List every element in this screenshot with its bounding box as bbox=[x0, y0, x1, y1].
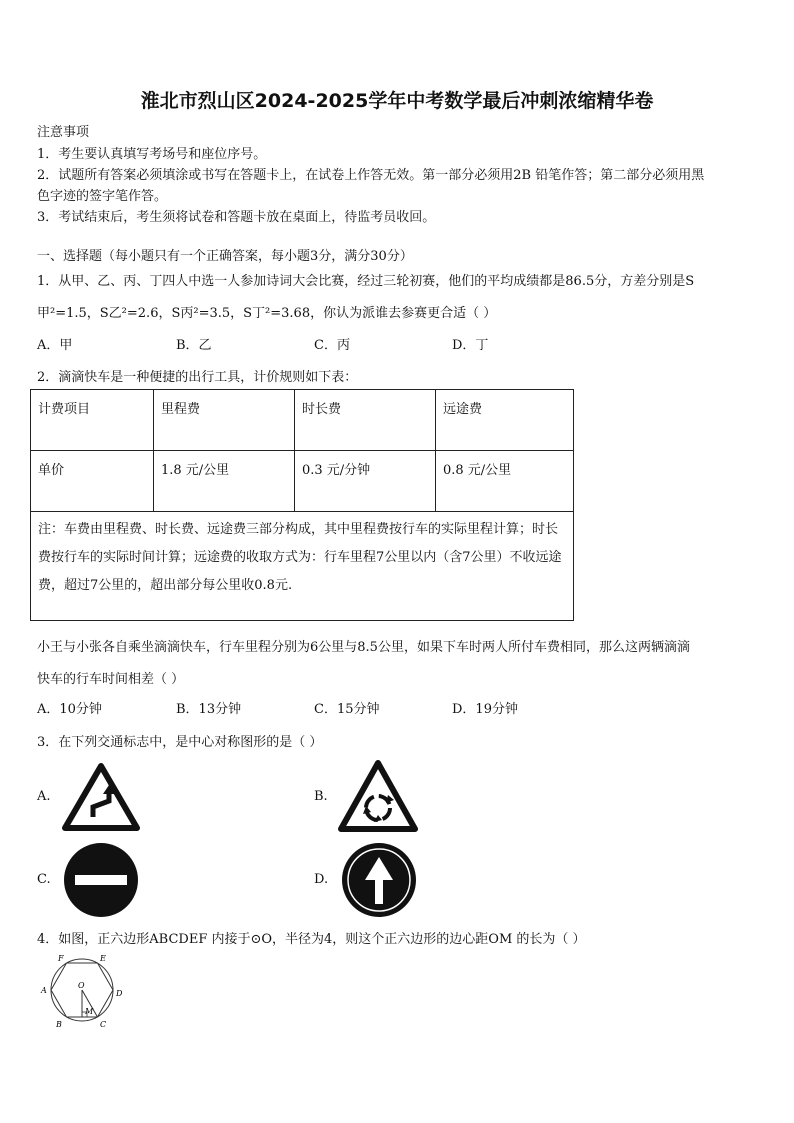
q1-option-d: D．丁 bbox=[452, 338, 489, 353]
table-header-cell: 计费项目 bbox=[31, 390, 154, 451]
table-header-cell: 时长费 bbox=[295, 390, 436, 451]
page-title: 淮北市烈山区2024-2025学年中考数学最后冲刺浓缩精华卷 bbox=[140, 90, 654, 112]
table-header-cell: 远途费 bbox=[436, 390, 574, 451]
q2-option-b: B．13分钟 bbox=[176, 702, 242, 717]
question-1-stem-cont: 甲²=1.5，S乙²=2.6，S丙²=3.5，S丁²=3.68，你认为派谁去参赛更合适（ ） bbox=[37, 306, 497, 321]
table-row bbox=[31, 451, 574, 512]
question-2-text: 小王与小张各自乘坐滴滴快车，行车里程分别为6公里与8.5公里，如果下车时两人所付车费相同，那么这两辆滴滴 bbox=[37, 640, 690, 655]
section-heading: 一、选择题（每小题只有一个正确答案，每小题3分，满分30分） bbox=[37, 249, 413, 264]
table-row bbox=[31, 512, 574, 621]
q3-label-d: D. bbox=[314, 872, 329, 887]
q1-option-a: A．甲 bbox=[37, 338, 73, 353]
label-o: O bbox=[78, 981, 85, 990]
label-b: B bbox=[56, 1020, 62, 1029]
table-cell: 0.8 元/公里 bbox=[436, 451, 574, 512]
q1-option-c: C．丙 bbox=[314, 338, 350, 353]
q3-label-a: A. bbox=[37, 789, 51, 804]
no-entry-sign-icon bbox=[62, 842, 140, 918]
q2-option-d: D．19分钟 bbox=[452, 702, 518, 717]
label-d: D bbox=[116, 989, 123, 998]
table-note: 注：车费由里程费、时长费、远途费三部分构成，其中里程费按行车的实际里程计算；时长费按行车的实际时间计算；远途费的收取方式为：行车里程7公里以内（含7公里）不收远途费，超过7公里的，超出部分每公里收0.8元. bbox=[31, 512, 574, 621]
q2-option-a: A．10分钟 bbox=[37, 702, 102, 717]
double-bend-sign-icon bbox=[62, 763, 140, 831]
pricing-table bbox=[30, 389, 574, 621]
notes-item-2-cont: 色字迹的签字笔作答。 bbox=[37, 189, 168, 204]
label-m: M bbox=[85, 1007, 94, 1016]
label-a: A bbox=[41, 986, 47, 995]
q1-option-b: B．乙 bbox=[176, 338, 212, 353]
label-e: E bbox=[100, 954, 106, 963]
question-2-text-cont: 快车的行车时间相差（ ） bbox=[37, 672, 185, 687]
table-header-cell: 里程费 bbox=[154, 390, 295, 451]
table-cell: 0.3 元/分钟 bbox=[295, 451, 436, 512]
label-c: C bbox=[100, 1020, 107, 1029]
question-1-stem: 1．从甲、乙、丙、丁四人中选一人参加诗词大会比赛，经过三轮初赛，他们的平均成绩都是86.5分，方差分别是S bbox=[37, 274, 695, 289]
hexagon-figure bbox=[34, 952, 134, 1032]
question-2-intro: 2．滴滴快车是一种便捷的出行工具，计价规则如下表： bbox=[37, 370, 358, 385]
q2-option-c: C．15分钟 bbox=[314, 702, 380, 717]
notes-item-1: 1．考生要认真填写考场号和座位序号。 bbox=[37, 147, 267, 162]
table-cell: 单价 bbox=[31, 451, 154, 512]
question-3-stem: 3．在下列交通标志中，是中心对称图形的是（ ） bbox=[37, 735, 323, 750]
table-cell: 1.8 元/公里 bbox=[154, 451, 295, 512]
question-4-stem: 4．如图，正六边形ABCDEF 内接于⊙O，半径为4，则这个正六边形的边心距OM 的长为（ ） bbox=[37, 932, 586, 947]
label-f: F bbox=[58, 954, 64, 963]
ahead-only-sign-icon bbox=[340, 842, 418, 918]
roundabout-sign-icon bbox=[338, 760, 418, 832]
q3-label-c: C. bbox=[37, 872, 51, 887]
table-row bbox=[31, 390, 574, 451]
notes-item-3: 3．考试结束后，考生须将试卷和答题卡放在桌面上，待监考员收回。 bbox=[37, 210, 436, 225]
notes-heading: 注意事项 bbox=[37, 125, 90, 140]
notes-item-2: 2．试题所有答案必须填涂或书写在答题卡上，在试卷上作答无效。第一部分必须用2B 铅笔作答；第二部分必须用黑 bbox=[37, 168, 705, 183]
q3-label-b: B. bbox=[314, 789, 328, 804]
